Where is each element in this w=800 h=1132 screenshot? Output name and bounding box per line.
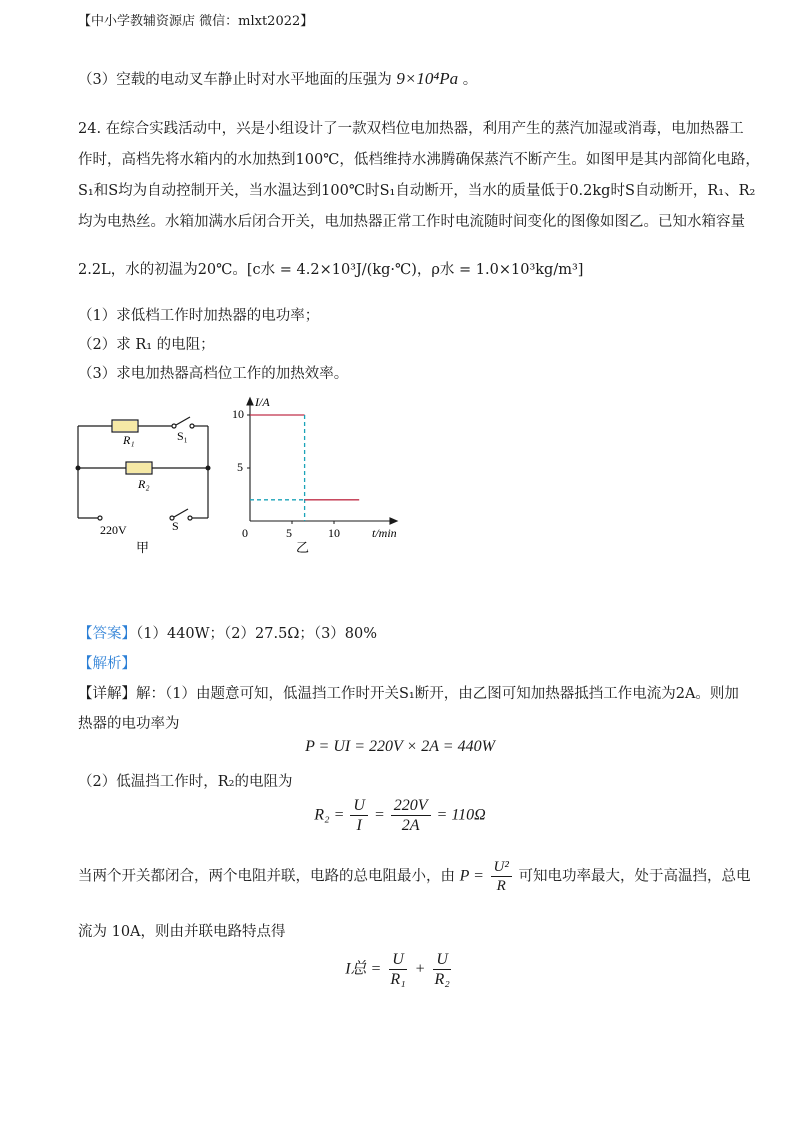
r1-label: R₁	[123, 433, 135, 447]
detail-line3: （2）低温挡工作时，R₂的电阻为	[78, 774, 293, 790]
s1-label: S₁	[177, 429, 188, 443]
answer-label: 【答案】	[78, 626, 136, 642]
circuit-caption: 甲	[136, 540, 150, 555]
q23-part3-text: （3）空载的电动叉车静止时对水平地面的压强为	[78, 72, 392, 88]
y-tick-5: 5	[237, 460, 243, 474]
detail-line4	[78, 858, 750, 895]
detail-line1	[78, 682, 739, 703]
line4-frac	[491, 858, 512, 895]
circuit-diagram	[70, 400, 220, 560]
eq2-frac2-num: 220V	[391, 796, 431, 816]
x-tick-0: 0	[242, 526, 248, 540]
q24-line3: S₁和S均为自动控制开关，当水温达到100℃时S₁自动断开，当水的质量低于0.2kg时S自动断开，R₁、R₂	[78, 183, 756, 199]
answer-text: （1）440W；（2）27.5Ω；（3）80%	[136, 626, 378, 642]
r2-resistor	[127, 463, 151, 473]
eq2-lhs: R₂ =	[314, 806, 345, 824]
q24-sub1: （1）求低档工作时加热器的电功率；	[78, 308, 320, 324]
detail-label: 【详解】	[78, 686, 136, 702]
s-label: S	[172, 519, 179, 533]
line4-frac-num: U²	[491, 858, 512, 877]
line4-frac-den: R	[496, 878, 506, 894]
line4-eq: P =	[459, 867, 484, 885]
eq3-frac1-den: R₁	[390, 971, 406, 989]
y-axis-arrow	[247, 398, 253, 405]
equation-total-current: I总 = $\frac{U}{\text{R₁}}$ + $\frac{U}{\text{R₂}}$	[0, 950, 800, 989]
y-tick-10: 10	[232, 407, 244, 421]
eq2-frac2	[391, 796, 431, 835]
q24-sub2: （2）求 R₁ 的电阻；	[78, 337, 215, 353]
eq2-frac1-den: I	[356, 817, 362, 835]
detail-line1-text: 解：（1）由题意可知，低温挡工作时开关S₁断开，由乙图可知加热器抵挡工作电流为2A。则加	[136, 686, 739, 702]
eq2-frac1-num: U	[350, 796, 368, 816]
page-header: 【中小学教辅资源店 微信：mlxt2022】	[78, 14, 314, 29]
answer-line	[78, 622, 377, 643]
junction-left	[76, 466, 81, 471]
eq2-frac1	[350, 796, 368, 835]
eq2-frac2-den: 2A	[401, 817, 420, 835]
q24-line1: 24. 在综合实践活动中，兴是小组设计了一款双档位电加热器，利用产生的蒸汽加湿或消毒，电加热器工	[78, 121, 744, 137]
r2-label: R₂	[138, 477, 150, 491]
equation-r2: R₂ = $\frac{U}{I}$ = $\frac{220V}{2A}$ = 110Ω	[314, 797, 486, 835]
x-tick-10: 10	[328, 526, 340, 540]
y-axis-label: I/A	[255, 395, 270, 409]
eq3-frac2	[431, 950, 452, 989]
junction-right	[206, 466, 211, 471]
voltage-label: 220V	[100, 523, 127, 537]
eq3-frac1	[387, 950, 408, 989]
q24-line2: 作时，高档先将水箱内的水加热到100℃，低档维持水沸腾确保蒸汽不断产生。如图甲是其内部简化电路，	[78, 152, 760, 168]
detail-line2: 热器的电功率为	[78, 716, 180, 732]
q23-part3-value: 9×10⁴Pa	[396, 69, 459, 88]
x-axis-arrow	[390, 518, 397, 524]
analysis-label: 【解析】	[78, 656, 136, 672]
eq3-frac1-num: U	[389, 950, 407, 970]
eq3-frac2-num: U	[433, 950, 451, 970]
x-tick-5: 5	[286, 526, 292, 540]
q23-part3-end: 。	[462, 72, 478, 88]
q23-part3	[78, 68, 477, 89]
x-axis-label: t/min	[372, 526, 397, 540]
detail-line4a: 当两个开关都闭合，两个电阻并联，电路的总电阻最小，由	[78, 868, 455, 885]
graph-caption: 乙	[296, 540, 310, 555]
eq2-rhs: = 110Ω	[436, 806, 486, 824]
q24-line4: 均为电热丝。水箱加满水后闭合开关，电加热器正常工作时电流随时间变化的图像如图乙。已知水箱容量	[78, 214, 745, 230]
r1-resistor	[113, 421, 137, 431]
detail-line4b: 可知电功率最大，处于高温挡，总电	[518, 868, 751, 885]
eq3-frac2-den: R₂	[434, 971, 450, 989]
q24-sub3: （3）求电加热器高档位工作的加热效率。	[78, 366, 349, 382]
detail-line5: 流为 10A，则由并联电路特点得	[78, 924, 286, 940]
plot-area	[247, 415, 359, 524]
current-time-graph	[226, 393, 401, 563]
equation-power: P = UI = 220V × 2A = 440W	[305, 738, 495, 755]
q24-line5: 2.2L，水的初温为20℃。[c水 = 4.2×10³J/(kg·℃)，ρ水 = 1.0×10³kg/m³]	[78, 262, 584, 278]
eq3-lhs: I总 =	[345, 960, 382, 978]
